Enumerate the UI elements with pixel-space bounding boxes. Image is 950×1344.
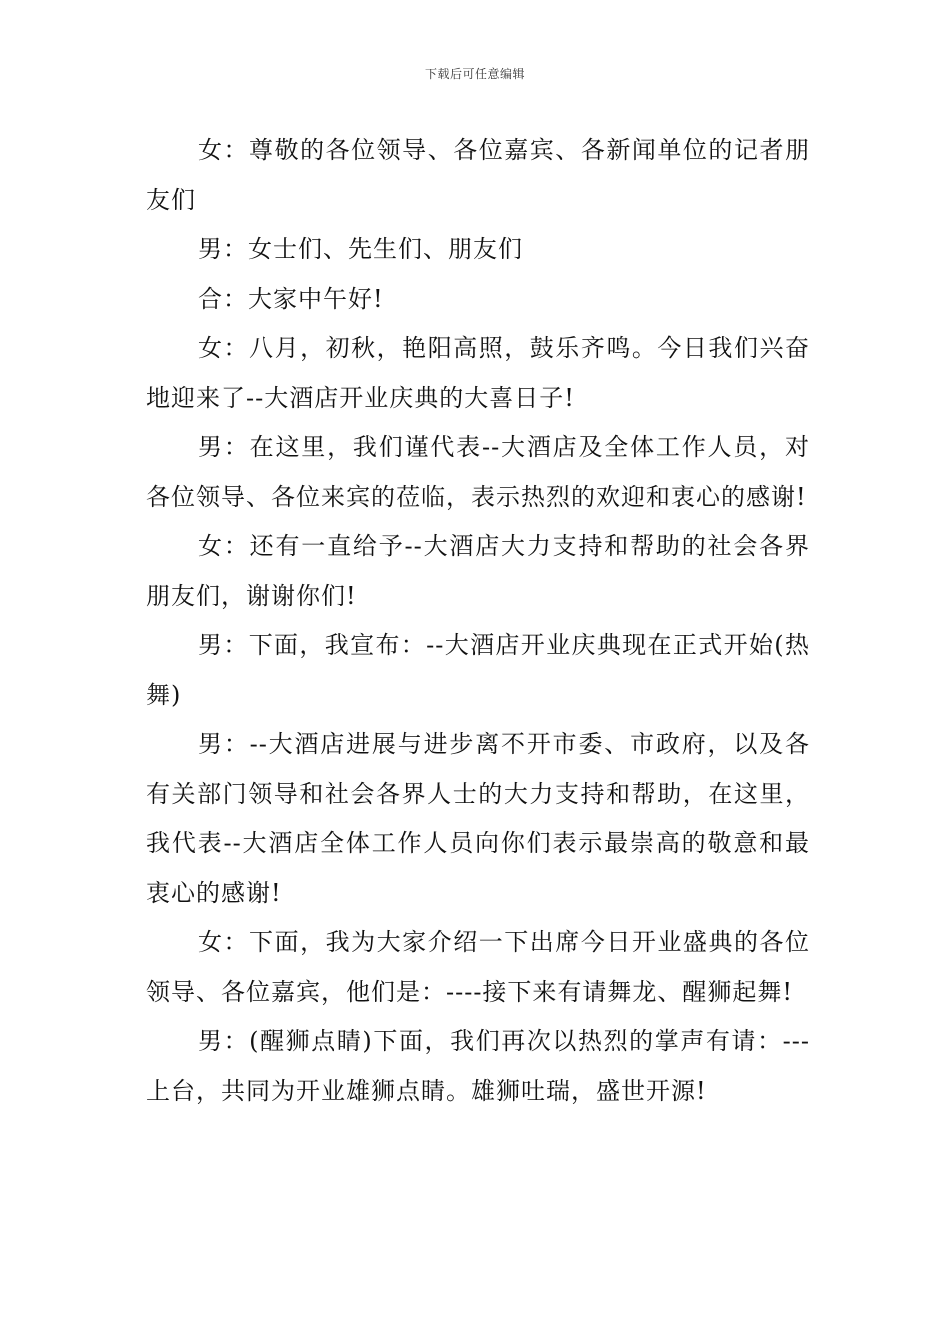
paragraph: 女：还有一直给予--大酒店大力支持和帮助的社会各界朋友们，谢谢你们! [146, 532, 810, 610]
document-body [146, 126, 810, 1116]
paragraph: 女：八月，初秋，艳阳高照，鼓乐齐鸣。今日我们兴奋地迎来了--大酒店开业庆典的大喜日子! [146, 334, 810, 412]
paragraph: 男：(醒狮点睛)下面，我们再次以热烈的掌声有请：---上台，共同为开业雄狮点睛。雄狮吐瑞，盛世开源! [146, 1027, 810, 1105]
paragraph: 男：下面，我宣布：--大酒店开业庆典现在正式开始(热舞) [146, 631, 810, 709]
paragraph: 女：下面，我为大家介绍一下出席今日开业盛典的各位领导、各位嘉宾，他们是：----接下来有请舞龙、醒狮起舞! [146, 928, 810, 1006]
paragraph: 合：大家中午好! [198, 284, 384, 313]
page-header-note: 下载后可任意编辑 [424, 67, 525, 81]
paragraph: 男：--大酒店进展与进步离不开市委、市政府，以及各有关部门领导和社会各界人士的大力支持和帮助，在这里，我代表--大酒店全体工作人员向你们表示最崇高的敬意和最衷心的感谢! [146, 730, 810, 907]
paragraph: 男：在这里，我们谨代表--大酒店及全体工作人员，对各位领导、各位来宾的莅临，表示热烈的欢迎和衷心的感谢! [146, 433, 810, 511]
paragraph: 女：尊敬的各位领导、各位嘉宾、各新闻单位的记者朋友们 [146, 136, 810, 214]
paragraph: 男：女士们、先生们、朋友们 [198, 235, 523, 263]
